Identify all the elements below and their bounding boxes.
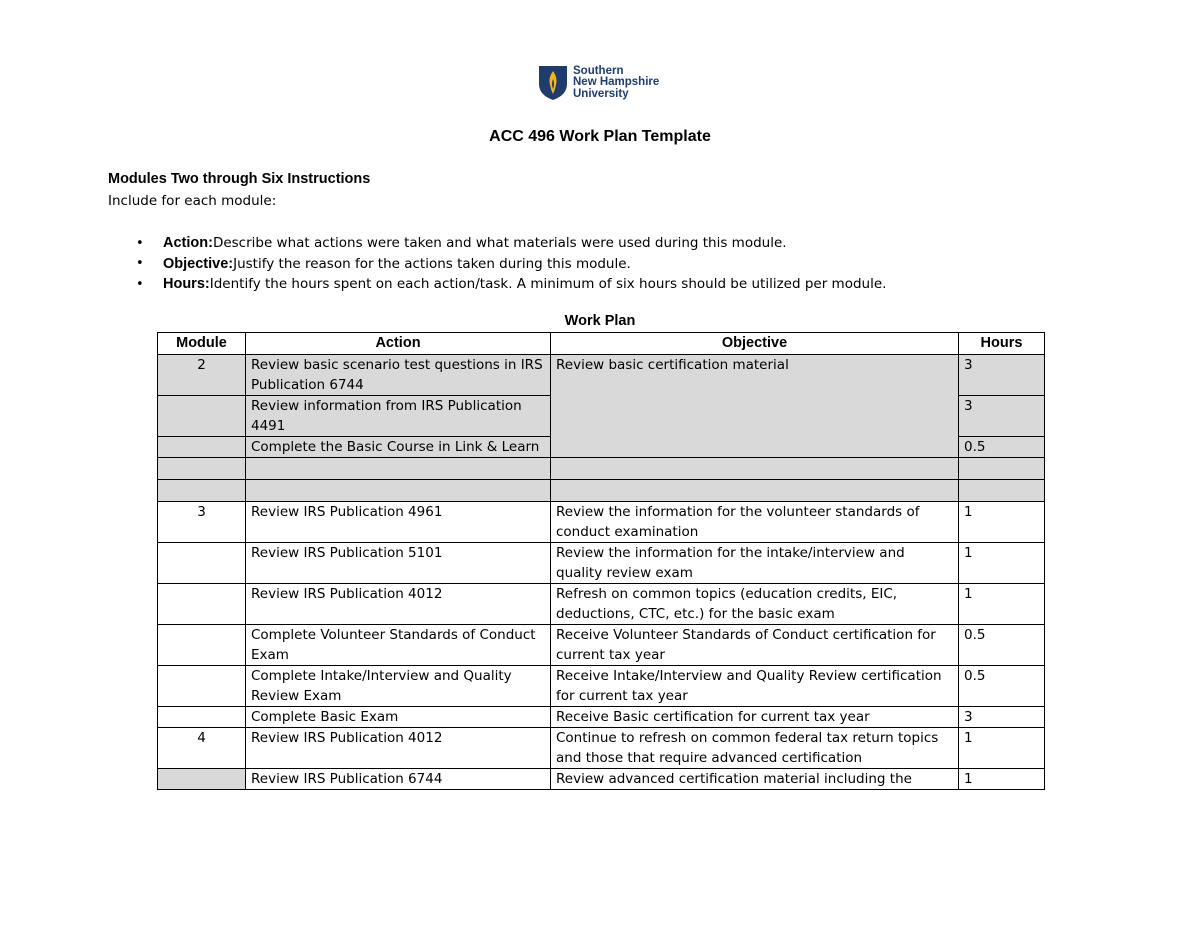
objective-cell: Refresh on common topics (education credits, EIC, deductions, CTC, etc.) for the basic exam <box>551 584 959 625</box>
action-cell: Review IRS Publication 4012 <box>246 728 551 769</box>
module-cell <box>158 666 246 707</box>
action-cell: Review basic scenario test questions in IRS Publication 6744 <box>246 355 551 396</box>
instructions-list <box>108 233 886 295</box>
hours-cell: 3 <box>959 396 1045 437</box>
module-cell <box>158 769 246 790</box>
hours-cell: 0.5 <box>959 666 1045 707</box>
module-cell <box>158 625 246 666</box>
objective-cell: Receive Intake/Interview and Quality Review certification for current tax year <box>551 666 959 707</box>
module-cell <box>158 543 246 584</box>
hours-cell <box>959 480 1045 502</box>
column-header-module: Module <box>158 333 246 355</box>
action-cell: Review information from IRS Publication 4491 <box>246 396 551 437</box>
bullet-term: Action: <box>163 235 213 252</box>
column-header-action: Action <box>246 333 551 355</box>
hours-cell: 1 <box>959 769 1045 790</box>
hours-cell: 1 <box>959 728 1045 769</box>
bullet-text: Identify the hours spent on each action/task. A minimum of six hours should be utilized per module. <box>209 276 887 293</box>
table-row <box>158 543 1045 584</box>
hours-cell: 1 <box>959 502 1045 543</box>
hours-cell: 0.5 <box>959 625 1045 666</box>
page-title: ACC 496 Work Plan Template <box>489 128 711 145</box>
table-row <box>158 480 1045 502</box>
module-cell <box>158 396 246 437</box>
logo-line-3: University <box>573 87 629 100</box>
bullet-term: Objective: <box>163 255 234 272</box>
bullet-icon: • <box>136 235 144 251</box>
module-cell: 4 <box>158 728 246 769</box>
list-item-hours <box>108 274 886 295</box>
bullet-term: Hours: <box>163 276 210 293</box>
module-cell <box>158 707 246 728</box>
module-cell: 2 <box>158 355 246 396</box>
objective-cell: Receive Basic certification for current tax year <box>551 707 959 728</box>
objective-cell: Review the information for the intake/interview and quality review exam <box>551 543 959 584</box>
table-row <box>158 728 1045 769</box>
table-row <box>158 502 1045 543</box>
module-cell: 3 <box>158 502 246 543</box>
list-item-objective <box>108 254 886 275</box>
table-row <box>158 584 1045 625</box>
objective-cell: Review advanced certification material including the <box>551 769 959 790</box>
objective-cell: Review the information for the volunteer standards of conduct examination <box>551 502 959 543</box>
bullet-text: Describe what actions were taken and what materials were used during this module. <box>212 235 787 252</box>
action-cell: Complete Basic Exam <box>246 707 551 728</box>
flame-shield-icon <box>538 65 568 101</box>
action-cell: Complete Volunteer Standards of Conduct Exam <box>246 625 551 666</box>
university-logo <box>538 65 659 101</box>
module-cell <box>158 437 246 458</box>
action-cell: Complete the Basic Course in Link & Learn <box>246 437 551 458</box>
table-row <box>158 458 1045 480</box>
action-cell <box>246 480 551 502</box>
table-row <box>158 666 1045 707</box>
table-row <box>158 625 1045 666</box>
objective-cell: Receive Volunteer Standards of Conduct certification for current tax year <box>551 625 959 666</box>
logo-line-1: Southern <box>573 64 624 77</box>
hours-cell: 0.5 <box>959 437 1045 458</box>
hours-cell: 1 <box>959 584 1045 625</box>
bullet-text: Justify the reason for the actions taken during this module. <box>233 255 631 272</box>
instructions-intro: Include for each module: <box>108 193 277 209</box>
logo-wordmark <box>573 66 659 101</box>
action-cell: Review IRS Publication 5101 <box>246 543 551 584</box>
table-row <box>158 355 1045 396</box>
module-cell <box>158 458 246 480</box>
module-cell <box>158 584 246 625</box>
bullet-icon: • <box>136 256 144 272</box>
list-item-action <box>108 233 886 254</box>
table-row <box>158 769 1045 790</box>
instructions-heading: Modules Two through Six Instructions <box>108 171 371 187</box>
column-header-hours: Hours <box>959 333 1045 355</box>
hours-cell: 1 <box>959 543 1045 584</box>
table-caption: Work Plan <box>564 313 636 329</box>
action-cell: Review IRS Publication 6744 <box>246 769 551 790</box>
objective-cell: Continue to refresh on common federal tax return topics and those that require advanced certification <box>551 728 959 769</box>
bullet-icon: • <box>136 276 144 292</box>
hours-cell <box>959 458 1045 480</box>
objective-cell: Review basic certification material <box>551 355 959 458</box>
table-header-row <box>158 333 1045 355</box>
hours-cell: 3 <box>959 707 1045 728</box>
table-row <box>158 707 1045 728</box>
logo-line-2: New Hampshire <box>573 76 660 89</box>
action-cell <box>246 458 551 480</box>
action-cell: Complete Intake/Interview and Quality Review Exam <box>246 666 551 707</box>
action-cell: Review IRS Publication 4961 <box>246 502 551 543</box>
objective-cell <box>551 480 959 502</box>
work-plan-table <box>157 332 1045 790</box>
action-cell: Review IRS Publication 4012 <box>246 584 551 625</box>
hours-cell: 3 <box>959 355 1045 396</box>
column-header-objective: Objective <box>551 333 959 355</box>
objective-cell <box>551 458 959 480</box>
module-cell <box>158 480 246 502</box>
